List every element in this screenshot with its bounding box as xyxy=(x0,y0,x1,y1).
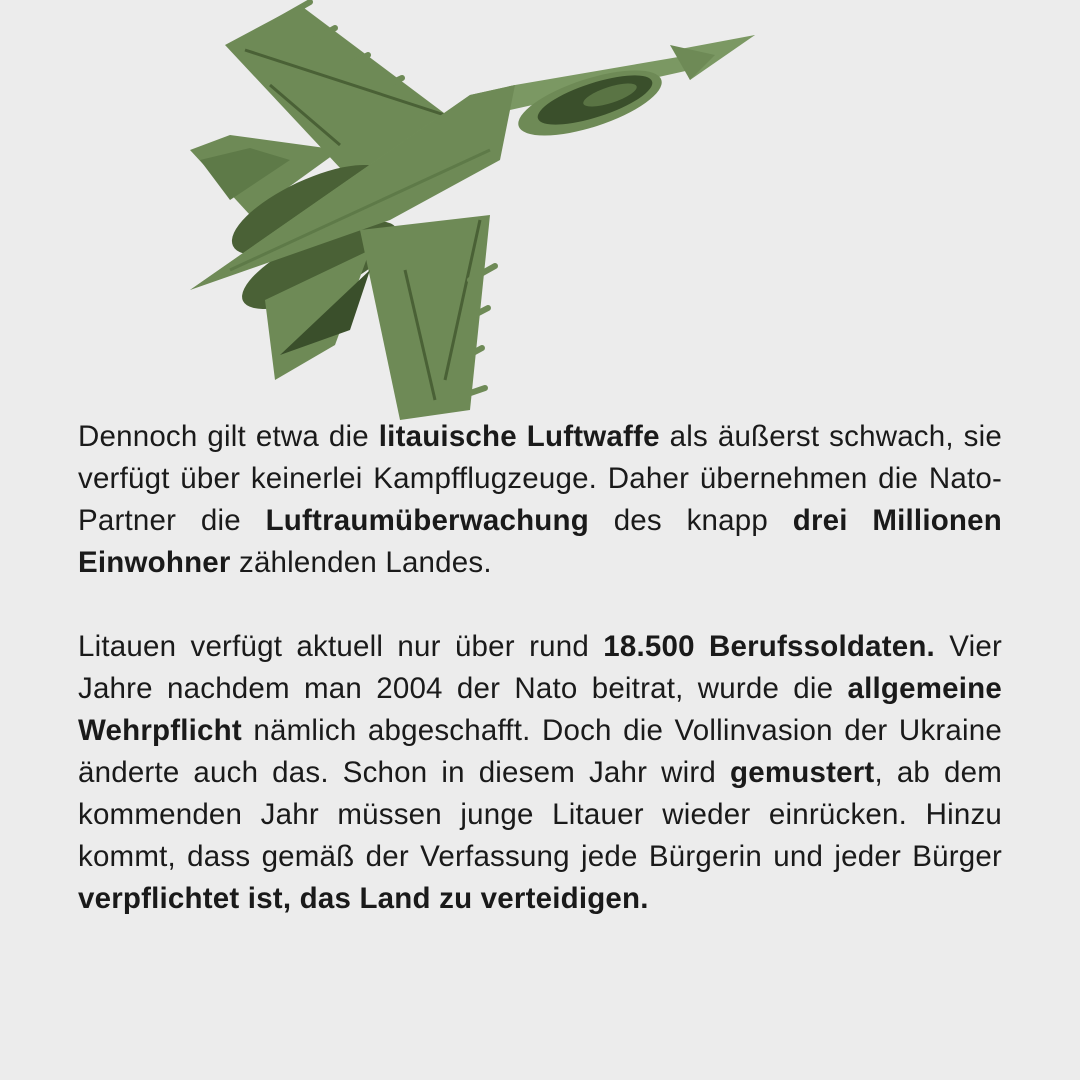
text-segment: , ab dem kommenden Jahr müssen junge Litauer wieder einrücken. Hinzu kommt, dass gemäß der Verfassung jede Bürgerin und jeder Bürger xyxy=(78,756,1002,873)
text-segment: als äußerst schwach, sie verfügt über keinerlei Kampfflugzeuge. Daher übernehmen die Nato-Partner die xyxy=(78,420,1002,537)
text-segment-bold: drei Millionen Einwohner xyxy=(78,504,1002,579)
text-segment: Litauen verfügt aktuell nur über rund xyxy=(78,630,604,663)
text-segment: Dennoch gilt etwa die xyxy=(78,420,379,453)
text-segment-bold: Luftraumüberwachung xyxy=(265,504,589,537)
text-segment: Vier Jahre nachdem man 2004 der Nato beitrat, wurde die xyxy=(78,630,1002,705)
text-segment-bold: gemustert xyxy=(730,756,875,789)
text-segment-bold: litauische Luftwaffe xyxy=(378,420,660,453)
text-segment: zählenden Landes. xyxy=(230,546,492,579)
paragraph-conscription xyxy=(78,626,1002,920)
article-text xyxy=(78,416,1002,920)
text-segment-bold: 18.500 Berufssoldaten. xyxy=(603,630,935,663)
paragraph-air-force xyxy=(78,416,1002,584)
fighter-jet-icon xyxy=(170,0,770,420)
text-segment-bold: verpflichtet ist, das Land zu verteidigen. xyxy=(78,882,649,915)
text-segment-bold: allgemeine Wehrpflicht xyxy=(78,672,1002,747)
text-segment: nämlich abgeschafft. Doch die Vollinvasion der Ukraine änderte auch das. Schon in diesem Jahr wird xyxy=(78,714,1002,789)
text-segment: des knapp xyxy=(588,504,793,537)
